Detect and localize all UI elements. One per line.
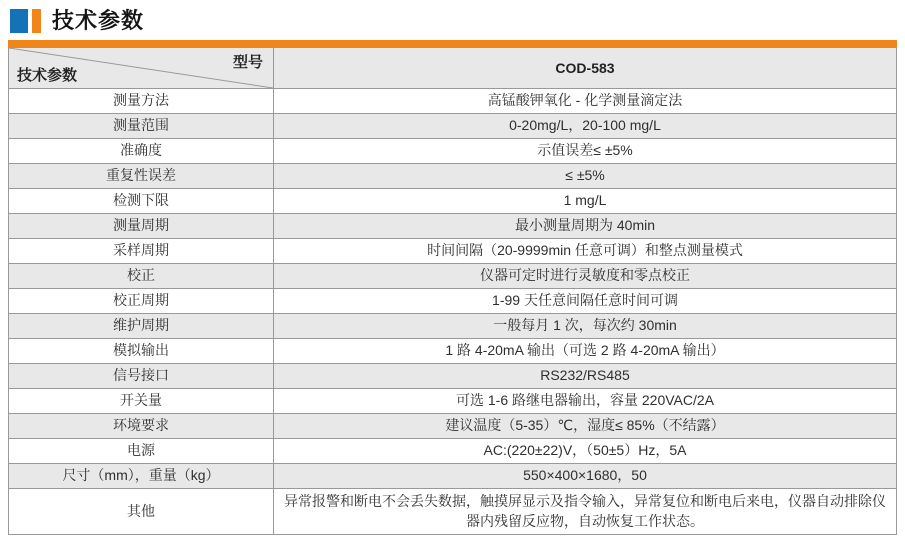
- table-row: [9, 89, 897, 114]
- param-label: 采样周期: [9, 239, 274, 264]
- table-row: [9, 314, 897, 339]
- table-row: [9, 114, 897, 139]
- param-value: 550×400×1680，50: [274, 464, 897, 489]
- table-row: [9, 389, 897, 414]
- header-model-label: 型号: [232, 54, 263, 71]
- table-row: [9, 264, 897, 289]
- param-label: 环境要求: [9, 414, 274, 439]
- table-row: [9, 414, 897, 439]
- param-value: ≤ ±5%: [274, 164, 897, 189]
- param-value: AC:(220±22)V，（50±5）Hz，5A: [274, 439, 897, 464]
- spec-table: [8, 47, 897, 535]
- param-label: 模拟输出: [9, 339, 274, 364]
- param-label: 检测下限: [9, 189, 274, 214]
- param-label: 测量周期: [9, 214, 274, 239]
- page-title: 技术参数: [52, 7, 145, 33]
- table-row: [9, 239, 897, 264]
- param-label: 尺寸（mm），重量（kg）: [9, 464, 274, 489]
- table-row: [9, 214, 897, 239]
- table-row: [9, 364, 897, 389]
- param-label: 电源: [9, 439, 274, 464]
- param-label: 其他: [9, 489, 274, 535]
- param-label: 重复性误差: [9, 164, 274, 189]
- param-value: 0-20mg/L，20-100 mg/L: [274, 114, 897, 139]
- param-label: 维护周期: [9, 314, 274, 339]
- table-row: [9, 289, 897, 314]
- header-model-value: COD-583: [274, 48, 897, 89]
- param-value: 示值误差≤ ±5%: [274, 139, 897, 164]
- param-label: 信号接口: [9, 364, 274, 389]
- param-value: 1-99 天任意间隔任意时间可调: [274, 289, 897, 314]
- param-value: 异常报警和断电不会丢失数据，触摸屏显示及指令输入，异常复位和断电后来电，仪器自动排除仪器内残留反应物，自动恢复工作状态。: [274, 489, 897, 535]
- param-value: 时间间隔（20-9999min 任意可调）和整点测量模式: [274, 239, 897, 264]
- table-row: [9, 489, 897, 535]
- title-accent-orange-block: [32, 9, 41, 33]
- table-row: [9, 139, 897, 164]
- table-row: [9, 339, 897, 364]
- param-value: RS232/RS485: [274, 364, 897, 389]
- param-value: 建议温度（5-35）℃，湿度≤ 85%（不结露）: [274, 414, 897, 439]
- param-label: 准确度: [9, 139, 274, 164]
- param-value: 1 路 4-20mA 输出（可选 2 路 4-20mA 输出）: [274, 339, 897, 364]
- table-row: [9, 464, 897, 489]
- diagonal-header-cell: [9, 48, 274, 89]
- header-parameter-label: 技术参数: [17, 67, 78, 84]
- param-label: 校正周期: [9, 289, 274, 314]
- param-label: 测量范围: [9, 114, 274, 139]
- title-accent-blue-block: [10, 9, 28, 33]
- table-row: [9, 189, 897, 214]
- param-value: 可选 1-6 路继电器输出，容量 220VAC/2A: [274, 389, 897, 414]
- param-value: 一般每月 1 次，每次约 30min: [274, 314, 897, 339]
- param-label: 开关量: [9, 389, 274, 414]
- param-value: 高锰酸钾氧化 - 化学测量滴定法: [274, 89, 897, 114]
- param-label: 校正: [9, 264, 274, 289]
- param-label: 测量方法: [9, 89, 274, 114]
- title-accent-icon: [10, 9, 41, 33]
- param-value: 1 mg/L: [274, 189, 897, 214]
- param-value: 最小测量周期为 40min: [274, 214, 897, 239]
- spec-table-container: [8, 40, 897, 535]
- table-row: [9, 439, 897, 464]
- table-header-row: [9, 48, 897, 89]
- table-row: [9, 164, 897, 189]
- section-title-bar: [0, 0, 905, 40]
- param-value: 仪器可定时进行灵敏度和零点校正: [274, 264, 897, 289]
